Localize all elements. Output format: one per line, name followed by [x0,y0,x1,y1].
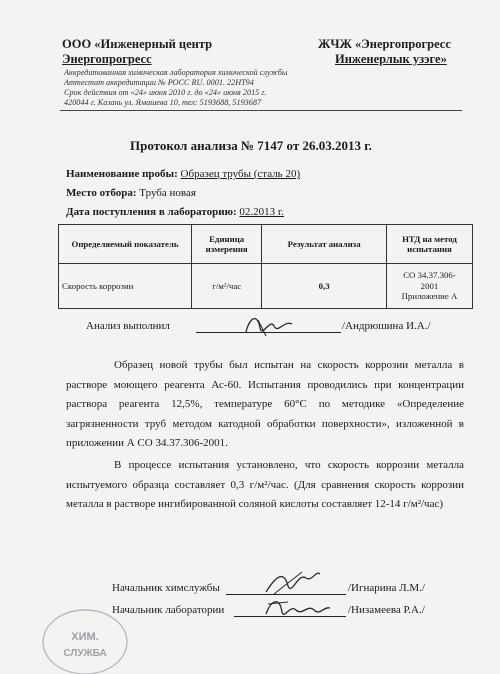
header-unit: Единица измерения [192,225,262,264]
svg-text:ХИМ.: ХИМ. [71,631,99,643]
stamp [40,604,130,674]
org-name-right-2: Инженерлык узэге» [335,52,447,66]
protocol-title: Протокол анализа № 7147 от 26.03.2013 г. [130,138,372,153]
sample-label: Наименование пробы: [66,168,178,180]
svg-text:СЛУЖБА: СЛУЖБА [63,648,107,659]
signature-name-2: /Низамеева Р.А./ [348,604,425,616]
ntd-line-2: 2001 [420,280,439,291]
analysis-name: /Андрюшина И.А./ [342,320,431,332]
org-name-left: ООО «Инженерный центр [62,37,213,51]
body-paragraph-2: В процессе испытания установлено, что скорость коррозии металла испытуемого образца составляет 0,3 г/м²/час. (Для сравнения скорость коррозии металла в растворе ингибированной соляной кислоты составляет 12-14 г/м²/час) [66,459,464,510]
cell-unit: г/м²/час [192,264,262,309]
date-value: 02.2013 г. [239,206,284,218]
place-field [66,187,196,199]
signature-name-1: /Игнарина Л.М./ [348,582,425,594]
accreditation-line-3: Срок действия от «24» июня 2010 г. до «24» июня 2015 г. [64,88,267,97]
header-result: Результат анализа [262,225,387,264]
accreditation-line-2: Аттестат аккредитации № РОСС RU. 0001. 22НТ94 [64,78,254,87]
signature-role-1: Начальник химслужбы [112,582,220,594]
table-row [59,264,473,309]
date-field [66,206,284,218]
sample-value: Образец трубы (сталь 20) [180,168,301,180]
ntd-line-3: Приложение А [401,291,458,302]
org-name-left-2: Энергопрогресс [62,52,152,66]
place-label: Место отбора: [66,187,137,199]
place-value: Труба новая [139,187,196,199]
accreditation-line-4: 420044 г. Казань ул. Ямашева 10, тел: 5193688, 5193687 [64,98,262,107]
header-ntd: НТД на метод испытания [386,225,472,264]
analysis-label: Анализ выполнил [86,320,170,332]
sample-field [66,168,300,180]
signature-role-2: Начальник лаборатории [112,604,225,616]
body-paragraph-1: Образец новой трубы был испытан на скорость коррозии металла в растворе моющего реагента Ас-60. Испытания проводились при концентрации раствора реагента 12,5%, температуре 60°С по методике «Определение загрязненности труб методом катодной обработки поверхности», изложенной в приложении А СО 34.37.306-2001. [66,359,464,449]
header-divider [60,110,462,111]
signature-2-scribble [262,594,332,624]
table-header-row [59,225,473,264]
accreditation-line-1: Аккредитованная химическая лаборатория химической службы [64,68,288,77]
org-name-right: ЖЧЖ «Энергопрогресс [318,37,451,51]
results-table [58,224,473,309]
header-indicator: Определяемый показатель [59,225,192,264]
date-label: Дата поступления в лабораторию: [66,206,237,218]
analysis-signature [240,310,300,340]
cell-result: 0,3 [262,264,387,309]
cell-ntd [386,264,472,309]
ntd-line-1: СО 34.37.306- [403,270,456,281]
cell-indicator: Скорость коррозии [59,264,192,309]
